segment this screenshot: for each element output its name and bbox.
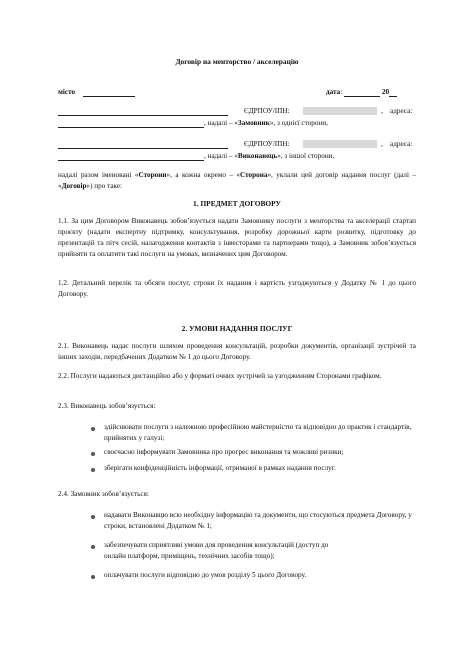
contractor-name-field[interactable] bbox=[58, 140, 228, 149]
bullet-icon bbox=[91, 545, 95, 549]
list-item: забезпечувати сприятливі умови для проведення консультацій (доступ до онлайн платформ, приміщень, технічних засобів тощо); bbox=[104, 541, 329, 560]
document-title: Договір на менторство / акселерацію bbox=[175, 57, 299, 66]
bullet-icon bbox=[91, 468, 95, 472]
place-date-line bbox=[58, 88, 416, 98]
paragraph-2-4: 2.4. Замовник зобов’язується: bbox=[58, 490, 149, 498]
bullet-icon bbox=[91, 452, 95, 456]
contractor-address-field[interactable] bbox=[58, 152, 204, 161]
customer-line-1: ЄДРПОУ/ІПН: , адреса: bbox=[58, 107, 416, 117]
contractor-line-2 bbox=[58, 152, 416, 162]
contractor-address-label: адреса: bbox=[390, 140, 413, 148]
place-label: місто bbox=[58, 88, 76, 96]
bullet-icon bbox=[91, 515, 95, 519]
customer-line-2 bbox=[58, 119, 416, 129]
intro-paragraph: надалі разом іменовані «Сторони», а кожна окремо – «Сторона», уклали цей договір надання послуг (далі – «Договір») про таке: bbox=[58, 171, 416, 190]
date-label: дата bbox=[326, 88, 341, 96]
year-field[interactable] bbox=[389, 88, 397, 97]
customer-address-label: адреса: bbox=[390, 107, 413, 115]
customer-hereinafter: , надалі – « bbox=[204, 119, 238, 127]
section-2-heading: 2. УМОВИ НАДАННЯ ПОСЛУГ bbox=[181, 324, 293, 333]
customer-address-field[interactable] bbox=[58, 119, 204, 128]
paragraph-1-1: 1.1. За цим Договором Виконавець зобов’язується надати Замовнику послуги з менторства та акселерації стартап проєкту (надати експертну підтримку, консультування, розробку дорожньої карти розвитку, підготовку до презентацій та пітч сесій, налагодження контактів з інвесторами та партнерами тощо), а Замовник зобов’язується прийняти та оплатити такі послуги на умовах, визначених цим Договором. bbox=[58, 217, 416, 258]
contractor-line-1: ЄДРПОУ/ІПН: , адреса: bbox=[58, 140, 416, 150]
paragraph-2-2: 2.2. Послуги надаються дистанційно або у форматі очних зустрічей за узгодженням Сторонами графіком. bbox=[58, 372, 382, 380]
contractor-role: Виконавець bbox=[237, 152, 278, 160]
paragraph-2-1: 2.1. Виконавець надає послуги шляхом проведення консультацій, розробки документів, організації зустрічей та інших заходів, передбачених Додатком № 1 до цього Договору. bbox=[58, 342, 416, 361]
bullet-icon bbox=[91, 427, 95, 431]
customer-side: », з однієї сторони, bbox=[269, 119, 328, 127]
list-item: надавати Виконавцю всю необхідну інформацію та документи, що стосуються предмета Договору, у строки, встановлені Додатком № 1; bbox=[104, 511, 412, 530]
customer-edrpou-field[interactable] bbox=[303, 107, 377, 115]
contractor-hereinafter: , надалі – « bbox=[204, 152, 238, 160]
list-item: своєчасно інформувати Замовника про прогрес виконання та можливі ризики; bbox=[104, 448, 344, 456]
list-item: зберігати конфіденційність інформації, отриманої в рамках надання послуг. bbox=[104, 464, 336, 472]
paragraph-2-3: 2.3. Виконавець зобов’язується: bbox=[58, 402, 156, 410]
bullet-icon bbox=[91, 575, 95, 579]
contractor-edrpou-field[interactable] bbox=[303, 140, 377, 148]
paragraph-1-2: 1.2. Детальний перелік та обсяги послуг, строки їх надання і вартість узгоджуються у Додатку № 1 до цього Договору. bbox=[58, 279, 416, 298]
place-field[interactable] bbox=[83, 88, 135, 97]
customer-name-field[interactable] bbox=[58, 107, 228, 116]
date-group: дата: 20 bbox=[326, 88, 397, 97]
list-item: здійснювати послуги з належною професійною майстерністю та відповідно до практик і стандартів, прийнятих у галузі; bbox=[104, 423, 412, 442]
contractor-side: », з іншої сторони, bbox=[277, 152, 335, 160]
contractor-edrpou-label: ЄДРПОУ/ІПН: bbox=[244, 140, 290, 148]
section-1-heading: 1. ПРЕДМЕТ ДОГОВОРУ bbox=[193, 199, 281, 208]
year-prefix: 20 bbox=[381, 88, 390, 96]
list-item: оплачувати послуги відповідно до умов розділу 5 цього Договору. bbox=[104, 571, 307, 579]
customer-role: Замовник bbox=[237, 119, 270, 127]
customer-edrpou-label: ЄДРПОУ/ІПН: bbox=[244, 107, 290, 115]
date-field[interactable] bbox=[344, 88, 380, 97]
